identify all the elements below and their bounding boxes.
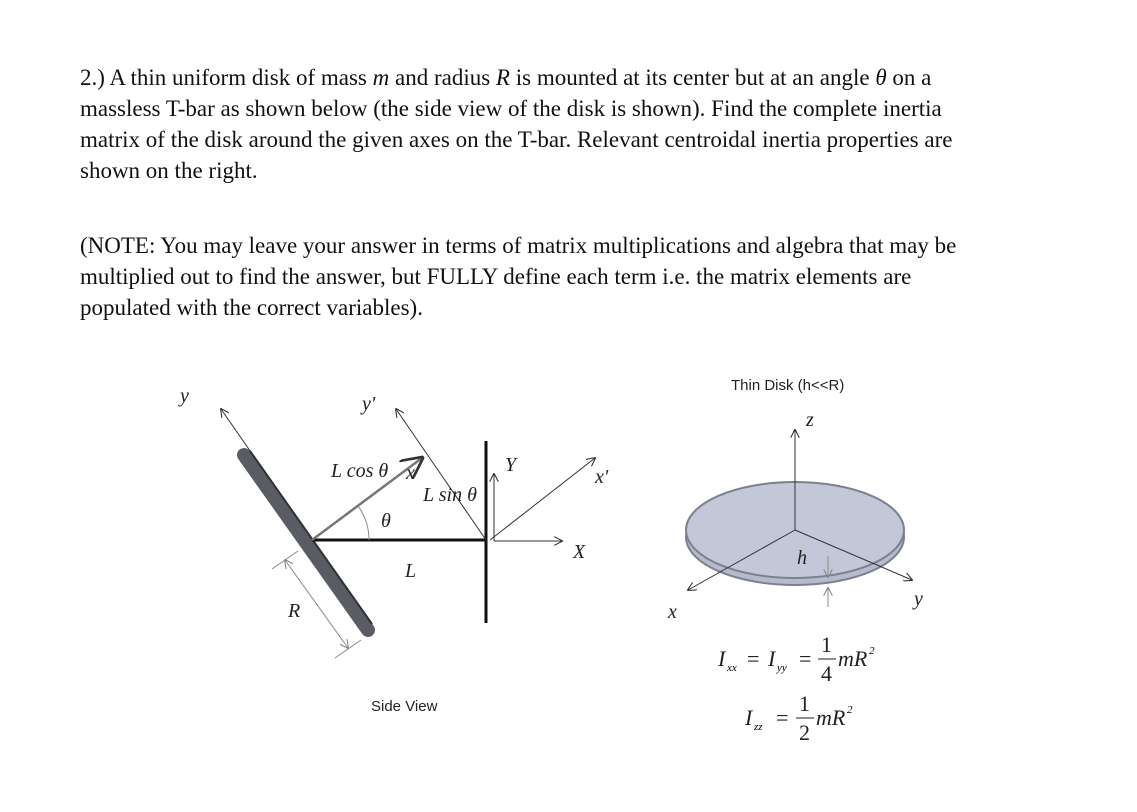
problem-line-2: massless T-bar as shown below (the side view of the disk is shown). Find the complete inertia — [80, 96, 942, 121]
thin-disk-title: Thin Disk (h<<R) — [731, 377, 845, 394]
label-disk-x: x — [668, 601, 677, 623]
eq-sub: xx — [727, 662, 737, 674]
eq-numerator: 1 — [799, 691, 810, 716]
label-theta: θ — [381, 510, 391, 532]
eq-equals: = — [776, 705, 789, 730]
eq-sub: yy — [777, 662, 787, 674]
eq-mR: mR — [816, 705, 846, 730]
theta-arc — [358, 506, 369, 540]
text: on a — [886, 65, 932, 90]
text: 2.) A thin uniform disk of mass — [80, 65, 373, 90]
label-y-prime: y' — [362, 393, 376, 415]
text: and radius — [389, 65, 496, 90]
var-theta: θ — [875, 65, 887, 90]
equation-ixx-iyy — [717, 632, 875, 686]
eq-sub: zz — [754, 721, 763, 733]
label-disk-y: y — [914, 588, 923, 610]
eq-I: I — [745, 705, 753, 730]
note-line-1: (NOTE: You may leave your answer in terms of matrix multiplications and algebra that may be — [80, 233, 957, 258]
var-R: R — [495, 65, 510, 90]
label-R: R — [288, 600, 301, 622]
thin-disk-diagram — [667, 377, 923, 745]
label-h: h — [797, 547, 807, 569]
note-line-2: multiplied out to find the answer, but FULLY define each term i.e. the matrix elements are — [80, 264, 912, 289]
problem-line-3: matrix of the disk around the given axes on the T-bar. Relevant centroidal inertia properties are — [80, 127, 953, 152]
eq-I: I — [718, 646, 726, 671]
label-y: y — [180, 385, 189, 407]
label-z: z — [806, 409, 814, 431]
label-x: x — [406, 462, 415, 484]
note-line-3: populated with the correct variables). — [80, 295, 423, 320]
eq-I: I — [768, 646, 776, 671]
label-L-cos-theta: L cos θ — [331, 460, 389, 482]
label-Y: Y — [505, 454, 517, 476]
R-tick-bottom — [335, 640, 361, 658]
text: is mounted at its center but at an angle — [509, 65, 876, 90]
eq-sup: 2 — [869, 645, 875, 657]
eq-equals: = — [799, 646, 812, 671]
R-tick-top — [272, 551, 298, 569]
side-view-caption: Side View — [371, 698, 438, 715]
problem-line-4: shown on the right. — [80, 158, 258, 183]
eq-equals: = — [747, 646, 760, 671]
eq-denominator: 4 — [821, 661, 832, 686]
label-x-prime: x' — [595, 466, 609, 488]
equation-izz — [744, 691, 853, 745]
eq-numerator: 1 — [821, 632, 832, 657]
label-L-sin-theta: L sin θ — [423, 484, 477, 506]
eq-sup: 2 — [847, 704, 853, 716]
side-view-diagram — [178, 385, 609, 715]
var-m: m — [372, 65, 390, 90]
eq-mR: mR — [838, 646, 868, 671]
label-L: L — [405, 560, 417, 582]
eq-denominator: 2 — [799, 720, 810, 745]
label-X: X — [573, 541, 586, 563]
